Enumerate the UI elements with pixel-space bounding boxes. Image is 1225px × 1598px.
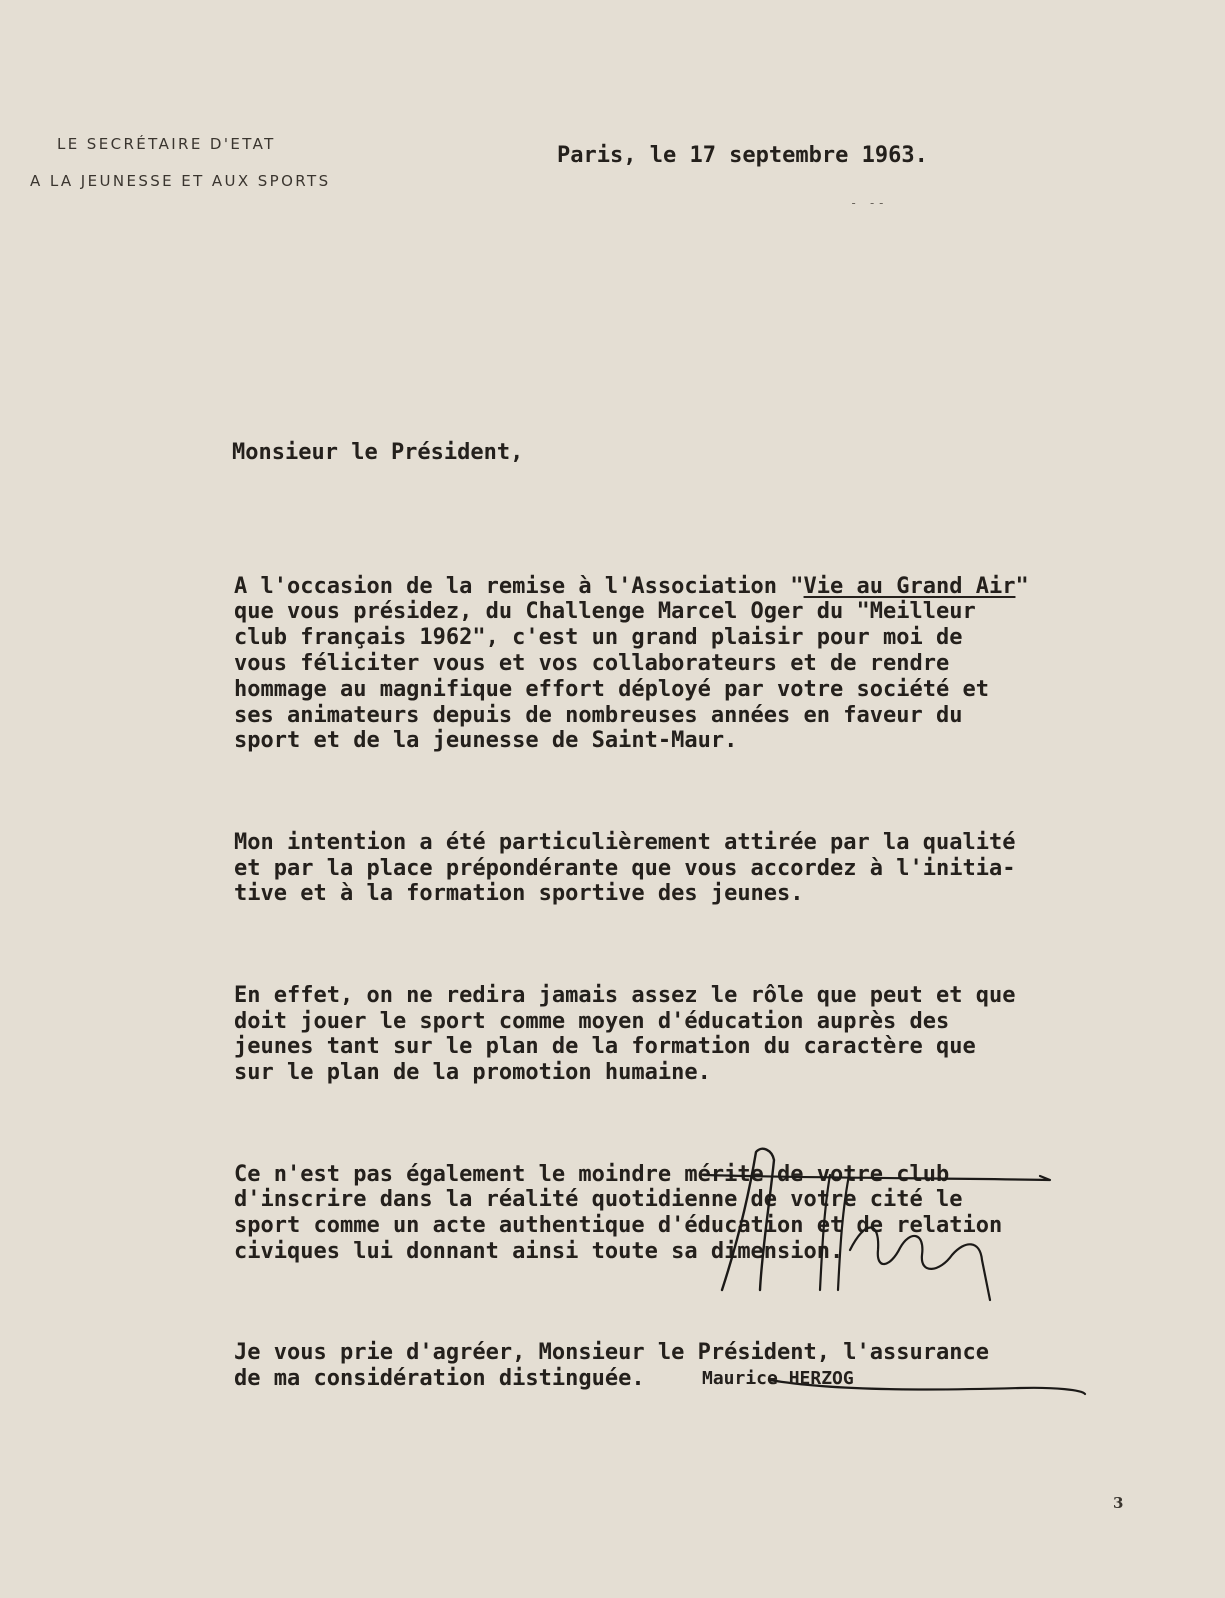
- date-mark: - --: [850, 196, 887, 210]
- page-number: 3: [1113, 1494, 1124, 1512]
- letter-date: Paris, le 17 septembre 1963.: [557, 143, 928, 168]
- letterhead: [30, 126, 390, 200]
- paragraph-1: [234, 574, 1134, 755]
- quote-close: ": [1015, 573, 1029, 599]
- paragraph-2: Mon intention a été particulièrement attirée par la qualité et par la place prépondérante que vous accordez à l'initia- tive et à la formation sportive des jeunes.: [234, 829, 1016, 907]
- paragraph-4: Ce n'est pas également le moindre mérite de votre club d'inscrire dans la réalité quotidienne de votre cité le sport comme un acte authentique d'éducation et de relation civiques lui donnant ainsi toute sa dimension.: [234, 1161, 1003, 1264]
- letterhead-line-1: LE SECRÉTAIRE D'ETAT: [57, 135, 276, 153]
- association-name: Vie au Grand Air: [803, 573, 1016, 599]
- paragraph-3: En effet, on ne redira jamais assez le rôle que peut et que doit jouer le sport comme moyen d'éducation auprès des jeunes tant sur le plan de la formation du caractère que sur le plan de la promotion humaine.: [234, 982, 1016, 1086]
- paragraph-1-start: A l'occasion de la remise à l'Association ": [234, 573, 804, 599]
- letterhead-line-2: A LA JEUNESSE ET AUX SPORTS: [30, 172, 331, 190]
- paragraph-1-rest: que vous présidez, du Challenge Marcel Oger du "Meilleur club français 1962", c'est un grand plaisir pour moi de vous féliciter vous et vos collaborateurs et de rendre hommage au magnifique effort déployé par votre société et ses animateurs depuis de nombreuses années en faveur du sport et de la jeunesse de Saint-Maur.: [234, 599, 989, 754]
- signer-name: Maurice HERZOG: [702, 1368, 854, 1389]
- paragraph-5: Je vous prie d'agréer, Monsieur le Président, l'assurance de ma considération distinguée.: [234, 1340, 989, 1392]
- salutation: Monsieur le Président,: [232, 440, 524, 465]
